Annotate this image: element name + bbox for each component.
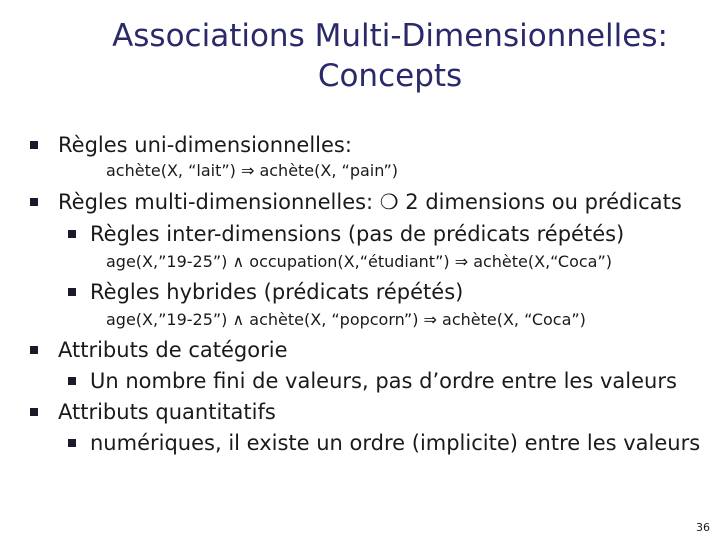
sub-bullet-square-icon [68, 230, 76, 238]
example-inter-dimension-rule: age(X,”19-25”) ∧ occupation(X,“étudiant”) ⇒ achète(X,“Coca”) [106, 252, 612, 271]
sub-bullet-square-icon [68, 288, 76, 296]
page-number: 36 [696, 521, 710, 534]
sub-bullet-categorical-detail: Un nombre fini de valeurs, pas d’ordre entre les valeurs [90, 369, 677, 393]
bullet-multi-dimensional-rules: Règles multi-dimensionnelles: ❍ 2 dimensions ou prédicats [58, 190, 682, 214]
bullet-square-icon [30, 198, 38, 206]
bullet-quantitative-attributes: Attributs quantitatifs [58, 400, 276, 424]
bullet-categorical-attributes: Attributs de catégorie [58, 338, 288, 362]
example-hybrid-rule: age(X,”19-25”) ∧ achète(X, “popcorn”) ⇒ achète(X, “Coca”) [106, 310, 586, 329]
bullet-square-icon [30, 408, 38, 416]
slide-title-line-1: Associations Multi-Dimensionnelles: [112, 18, 668, 54]
bullet-uni-dimensional-rules: Règles uni-dimensionnelles: [58, 133, 352, 157]
sub-bullet-inter-dimension-rules: Règles inter-dimensions (pas de prédicats répétés) [90, 222, 625, 246]
example-uni-dimensional-rule: achète(X, “lait”) ⇒ achète(X, “pain”) [106, 161, 399, 180]
bullet-square-icon [30, 346, 38, 354]
sub-bullet-square-icon [68, 377, 76, 385]
sub-bullet-quantitative-detail: numériques, il existe un ordre (implicite) entre les valeurs [90, 431, 701, 455]
bullet-square-icon [30, 141, 38, 149]
slide-title-line-2: Concepts [317, 58, 463, 94]
sub-bullet-square-icon [68, 439, 76, 447]
sub-bullet-hybrid-rules: Règles hybrides (prédicats répétés) [90, 280, 464, 304]
